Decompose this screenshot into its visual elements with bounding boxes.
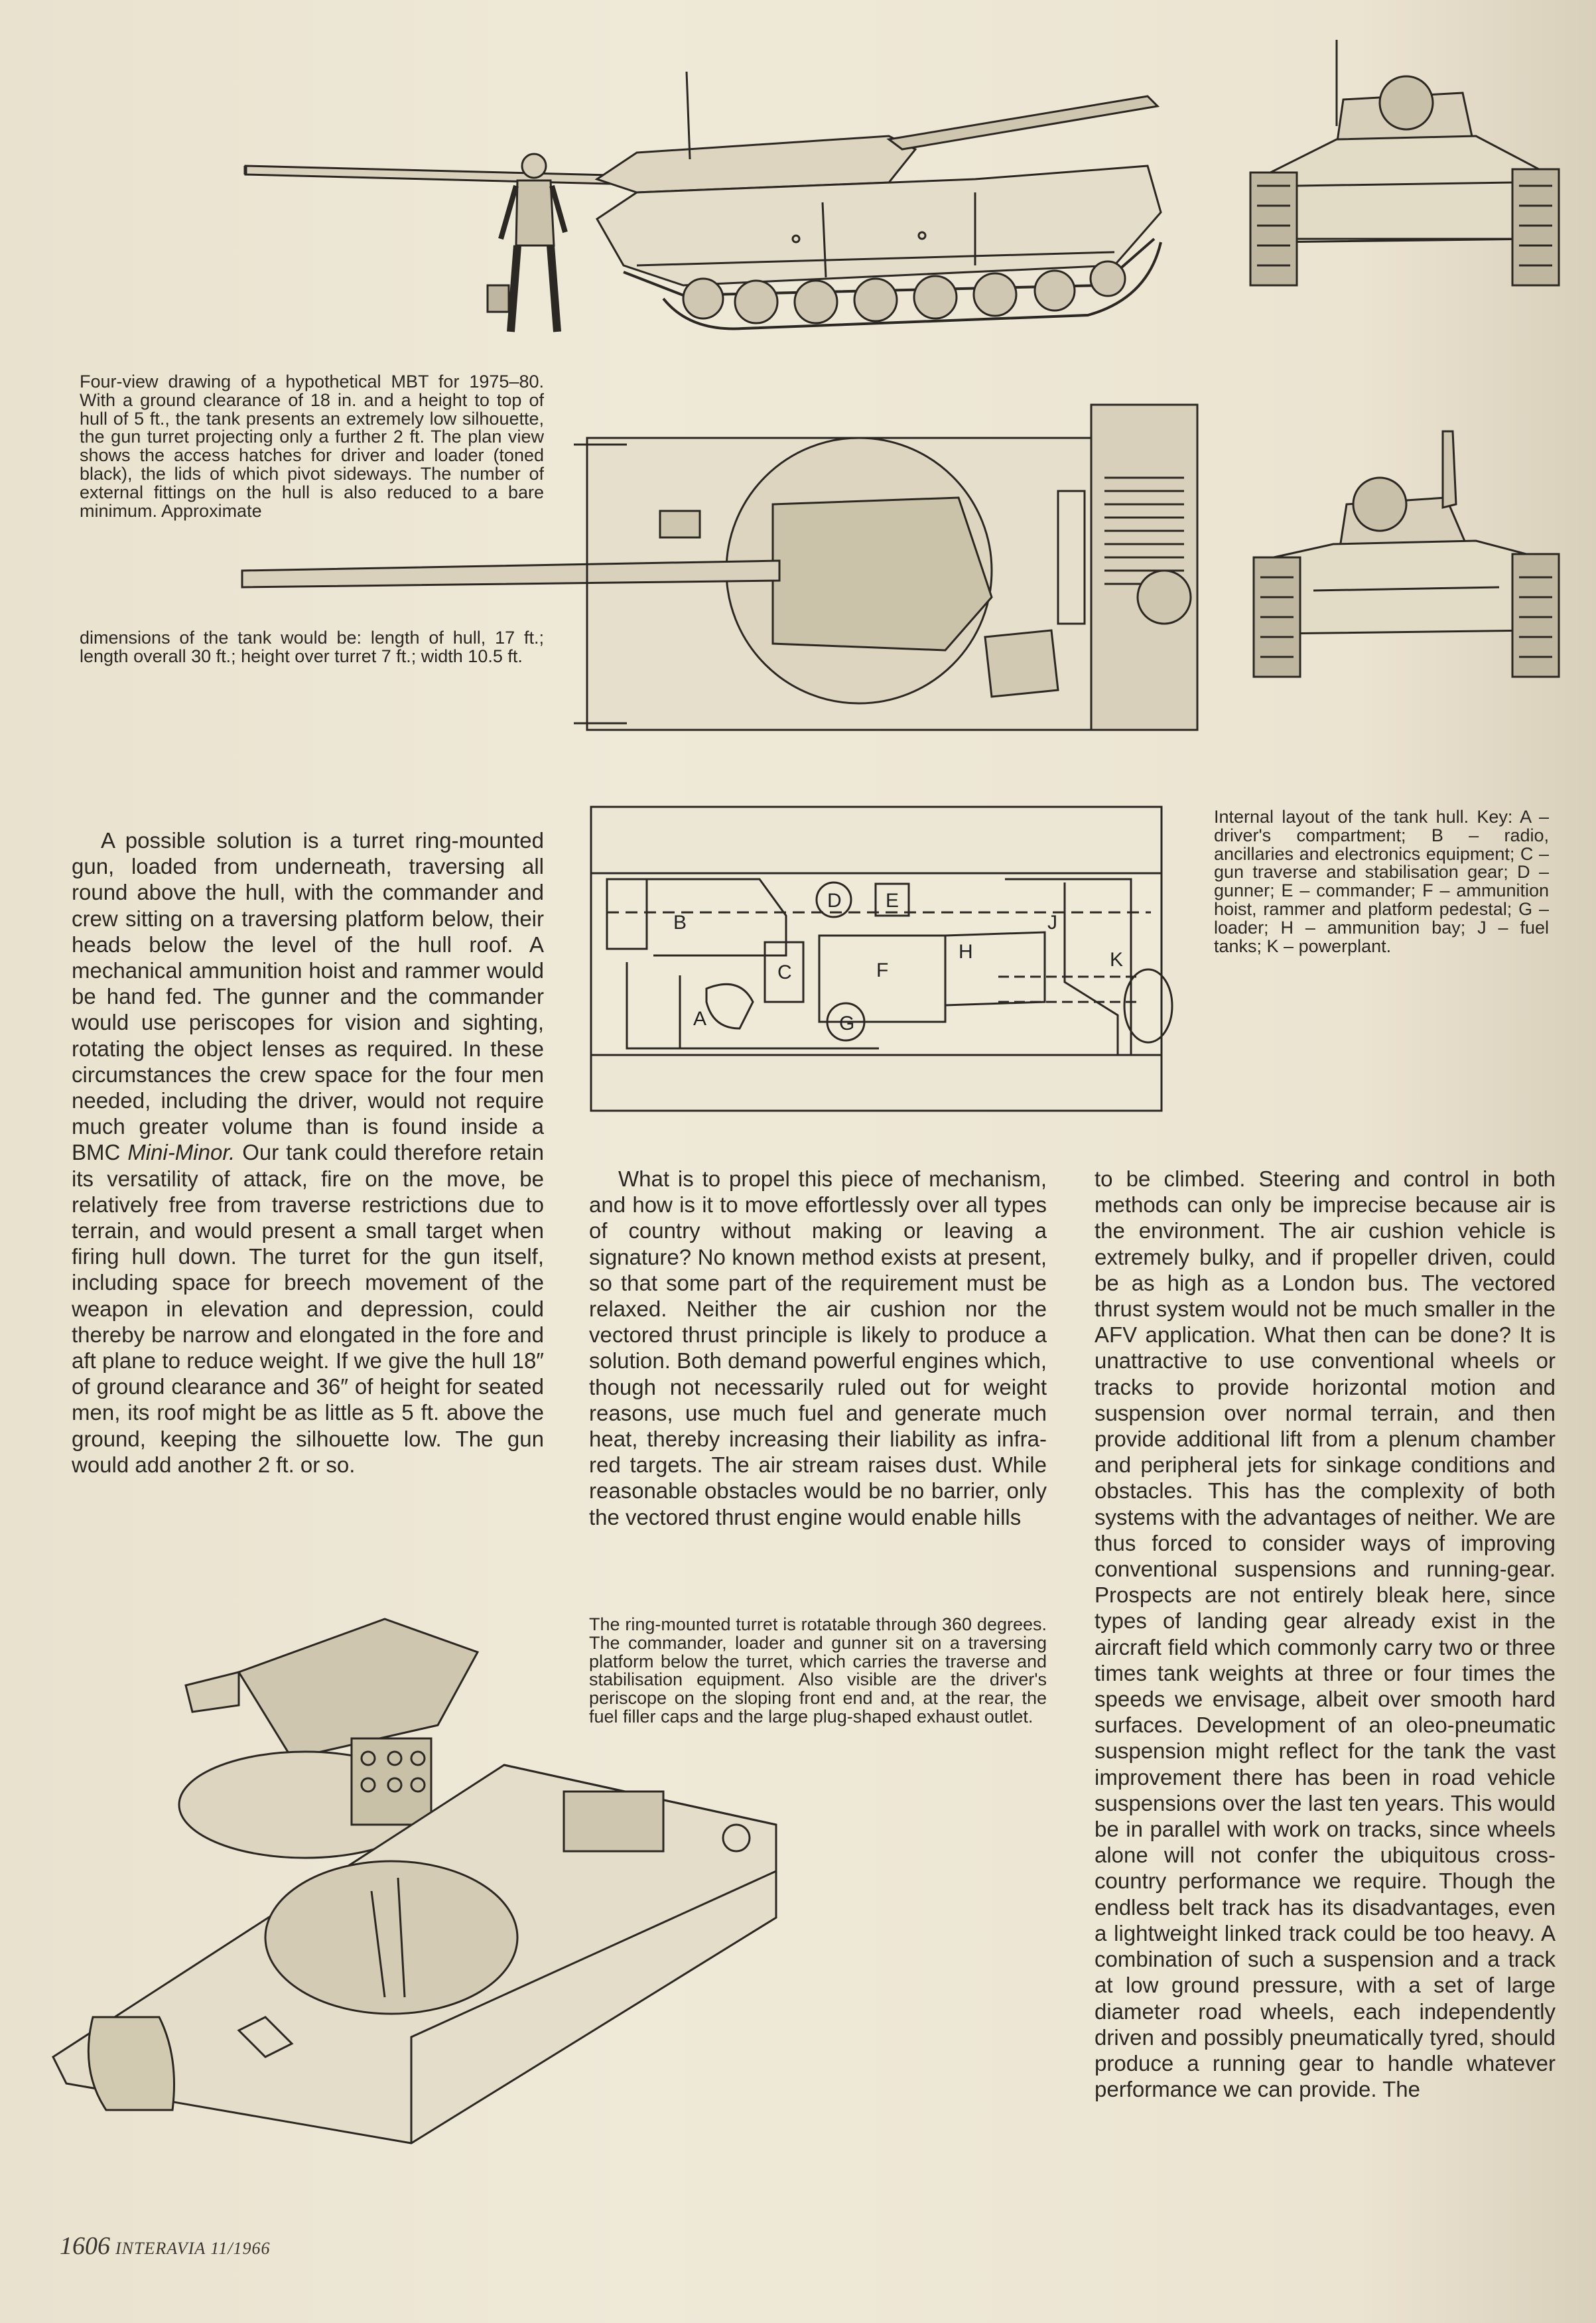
key-label-c: C (777, 961, 792, 983)
turret-caption: The ring-mounted turret is rotatable through 360 degrees. The commander, loader and gunner sit on a traversing platform below the turret, which carries the traverse and stabilisation equipment. Also visible are the driver's periscope on the sloping front end and, at the rear, the fuel filler caps and the large plug-shaped exhaust outlet. (589, 1614, 1047, 1726)
key-label-j: J (1047, 912, 1057, 934)
key-label-a: A (693, 1008, 707, 1030)
key-label-h: H (959, 941, 973, 963)
key-label-g: G (839, 1013, 855, 1034)
turret-cutaway-drawing (40, 1606, 796, 2203)
key-label-d: D (827, 890, 842, 912)
column-3-text: to be climbed. Steering and control in both methods can only be imprecise because air is the environment. The air cushion vehicle is extremely bulky, and if propeller driven, could be as high as a London bus. The vectored thrust system would not be much smaller in the AFV application. What then can be done? It is unattractive to use conventional wheels or tracks to provide horizontal motion and suspension over normal terrain, and then provide additional lift from a plenum chamber and peripheral jets for sinkage conditions and obstacles. This has the complexity of both systems with the advantages of neither. We are thus forced to consider ways of improving conventional suspensions and running-gear. Prospects are not entirely bleak here, since types of landing gear already exist in the aircraft field which commonly carry two or three times tank weights at three or four times the speeds we envisage, albeit over smooth hard surfaces. Development of an oleo-pneumatic suspension might reflect for the tank the vast improvement there has been in road vehicle suspensions over the last ten years. This would be in parallel with work on tracks, since wheels alone will not confer the ubiquitous cross-country performance we require. Though the endless belt track has its disadvantages, even a lightweight linked track could be too heavy. A combination of such a suspension and a track at low ground pressure, with a set of large diameter road wheels, each independently driven and possibly pneumatically tyred, should produce a running gear to handle whatever performance we can provide. The (1095, 1166, 1556, 2102)
side-elevation-drawing (226, 66, 1187, 358)
column-1-text-part1: A possible solution is a turret ring-mounted gun, loaded from underneath, traversing all round above the hull, with the commander and crew sitting on a traversing platform below, their heads below the level of the hull roof. A mechanical ammunition hoist and rammer would be hand fed. The gunner and the commander would use periscopes for vision and sighting, rotating the object lenses as required. In these circumstances the crew space for the four men needed, including the driver, would not require much greater volume than is found inside a BMC (72, 828, 544, 1165)
column-2-text: What is to propel this piece of mechanism, and how is it to move effortlessly over all types of country without making or leaving a signature? No known method exists at present, so that some part of the requirement must be relaxed. Neither the air cushion nor the vectored thrust principle is likely to produce a solution. Both demand powerful engines which, though not necessarily ruled out for weight reasons, use much fuel and generate much heat, thereby increasing their liability as infra-red targets. The air stream raises dust. While reasonable obstacles would be no barrier, only the vectored thrust engine would enable hills (589, 1166, 1047, 1529)
front-view-drawing (1244, 40, 1562, 318)
key-label-b: B (673, 912, 687, 934)
page-footer (60, 2231, 271, 2261)
key-label-k: K (1110, 949, 1124, 971)
plan-view-drawing (229, 398, 1204, 743)
key-label-e: E (886, 890, 899, 912)
key-label-f: F (876, 959, 889, 981)
article-column-1 (72, 827, 544, 1478)
four-view-caption-part1: Four-view drawing of a hypothetical MBT for 1975–80. With a ground clearance of 18 in. and a height to top of hull of 5 ft., the tank presents an extremely low silhouette, the gun turret projecting only a further 2 ft. The plan view shows the access hatches for driver and loader (toned black), the lids of which pivot sideways. The number of external fittings on the hull is also reduced to a bare minimum. Approximate (80, 372, 544, 521)
internal-layout-caption: Internal layout of the tank hull. Key: A – driver's compartment; B – radio, ancillaries and electronics equipment; C – gun traverse and stabilisation gear; D – gunner; E – commander; F – ammunition hoist, rammer and platform pedestal; G – loader; H – ammunition bay; J – fuel tanks; K – powerplant. (1214, 807, 1549, 956)
article-column-3 (1095, 1166, 1556, 2102)
internal-layout-diagram (587, 803, 1191, 1115)
magazine-issue: INTERAVIA 11/1966 (115, 2239, 271, 2258)
page-number: 1606 (60, 2232, 110, 2260)
column-1-italic-term: Mini-Minor. (127, 1140, 235, 1165)
article-column-2 (589, 1166, 1047, 1530)
four-view-caption-part2: dimensions of the tank would be: length of hull, 17 ft.; length overall 30 ft.; height over turret 7 ft.; width 10.5 ft. (80, 628, 544, 666)
column-1-text-part2: Our tank could therefore retain its versatility of attack, fire on the move, be relatively free from traverse restrictions due to terrain, and would present a small target when firing hull down. The turret for the gun itself, including space for breech movement of the weapon in elevation and depression, could thereby be narrow and elongated in the fore and aft plane to reduce weight. If we give the hull 18″ of ground clearance and 36″ of height for seated men, its roof might be as little as 5 ft. above the ground, keeping the silhouette low. The gun would add another 2 ft. or so. (72, 1140, 544, 1477)
rear-view-drawing (1247, 425, 1565, 690)
